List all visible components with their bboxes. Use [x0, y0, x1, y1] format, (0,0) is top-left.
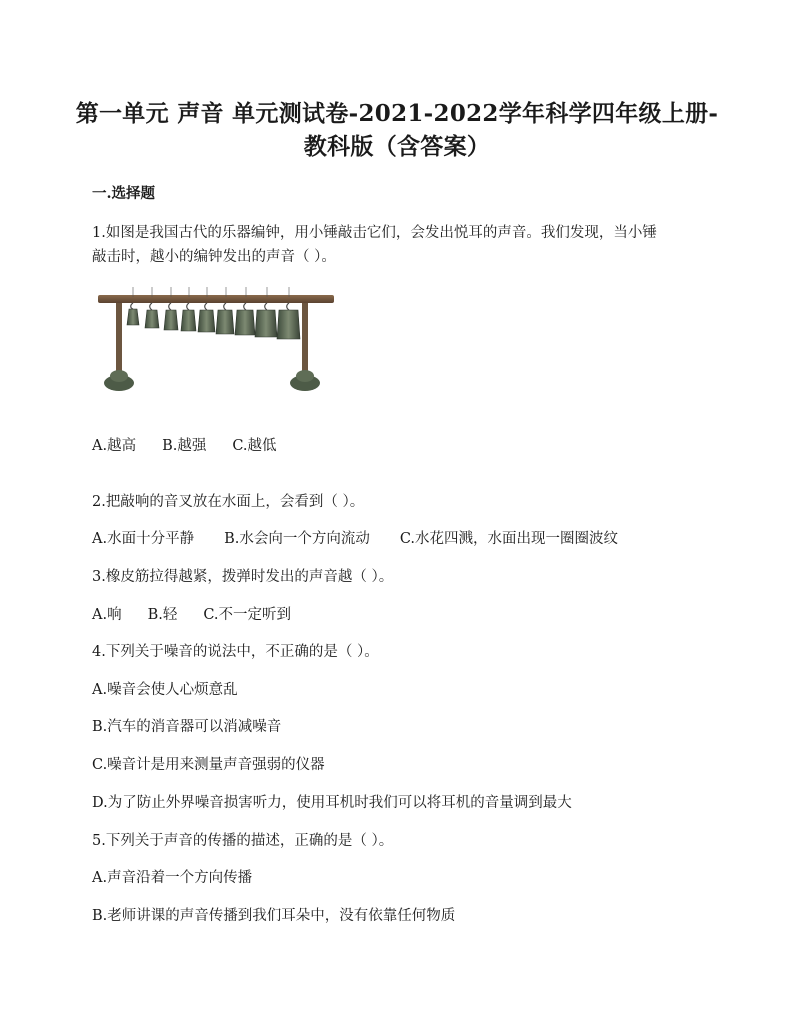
- question-1-options: [92, 434, 277, 455]
- question-5-option-b[interactable]: B.老师讲课的声音传播到我们耳朵中，没有依靠任何物质: [92, 908, 456, 924]
- question-4-stem: 4.下列关于噪音的说法中，不正确的是（ ）。: [92, 644, 379, 660]
- question-5-option-a[interactable]: A.声音沿着一个方向传播: [92, 870, 253, 886]
- question-1-option-a[interactable]: A.越高: [92, 438, 137, 454]
- question-1-option-c[interactable]: C.越低: [232, 438, 277, 454]
- question-1-stem-line-2: 敲击时，越小的编钟发出的声音（ ）。: [92, 249, 336, 265]
- question-3-stem: 3.橡皮筋拉得越紧，拨弹时发出的声音越（ ）。: [92, 569, 394, 585]
- question-4-option-b[interactable]: B.汽车的消音器可以消减噪音: [92, 719, 282, 735]
- page-title-line-2: 教科版（含答案）: [303, 133, 491, 160]
- question-3-option-c[interactable]: C.不一定听到: [203, 607, 292, 623]
- question-5-stem: 5.下列关于声音的传播的描述，正确的是（ ）。: [92, 833, 394, 849]
- question-2-option-b[interactable]: B.水会向一个方向流动: [224, 531, 370, 547]
- question-3-option-a[interactable]: A.响: [92, 607, 122, 623]
- page-title-line-1: 第一单元 声音 单元测试卷-2021-2022学年科学四年级上册-: [75, 100, 719, 127]
- question-4-option-d[interactable]: D.为了防止外界噪音损害听力，使用耳机时我们可以将耳机的音量调到最大: [92, 795, 572, 811]
- question-1-stem-line-1: 1.如图是我国古代的乐器编钟，用小锤敲击它们，会发出悦耳的声音。我们发现，当小锤: [92, 225, 657, 241]
- question-2-option-a[interactable]: A.水面十分平静: [92, 531, 195, 547]
- question-3-options: [92, 603, 291, 624]
- question-4-option-c[interactable]: C.噪音计是用来测量声音强弱的仪器: [92, 757, 325, 773]
- section-heading: 一.选择题: [92, 185, 156, 202]
- question-2-option-c[interactable]: C.水花四溅，水面出现一圈圈波纹: [399, 531, 619, 547]
- question-2-stem: 2.把敲响的音叉放在水面上，会看到（ ）。: [92, 494, 365, 510]
- question-4-option-a[interactable]: A.噪音会使人心烦意乱: [92, 682, 238, 698]
- bianzhong-bells-image: [96, 283, 336, 395]
- question-1-option-b[interactable]: B.越强: [162, 438, 207, 454]
- question-2-options: [92, 527, 618, 548]
- question-3-option-b[interactable]: B.轻: [147, 607, 178, 623]
